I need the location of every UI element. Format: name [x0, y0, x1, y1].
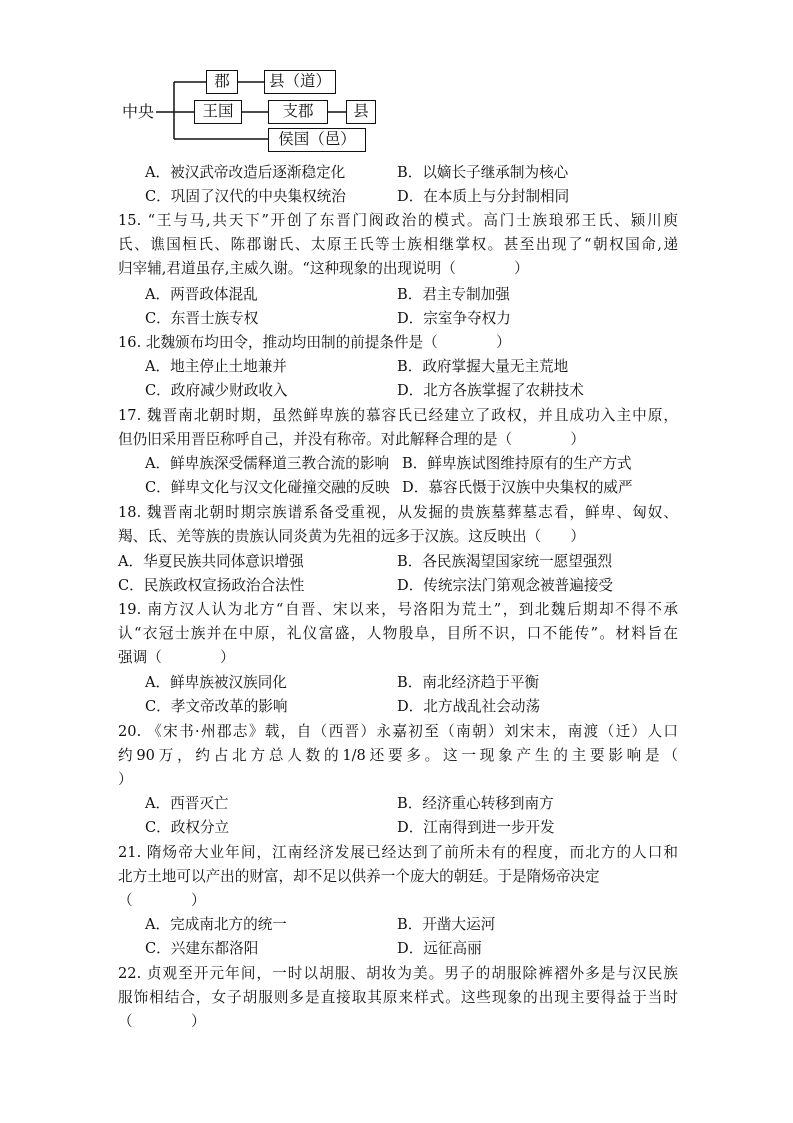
q16-option-a[interactable]: A．地主停止土地兼并 [145, 358, 287, 375]
q19-option-a[interactable]: A．鲜卑族被汉族同化 [145, 674, 287, 691]
administrative-structure-diagram [118, 64, 418, 160]
q20-option-d[interactable]: D．江南得到进一步开发 [397, 819, 555, 836]
q21-stem-line-2: 北方土地可以产出的财富，却不足以供养一个庞大的朝廷。于是隋炀帝决定 [118, 868, 600, 885]
q21-stem-line-3: （ ） [118, 892, 206, 909]
q17-stem-line-1: 17. 魏晋南北朝时期，虽然鲜卑族的慕容氏已经建立了政权，并且成功入主中原， [118, 407, 678, 424]
q21-option-c[interactable]: C．兴建东都洛阳 [145, 940, 259, 957]
q15-stem-line-3: 归宰辅,君道虽存,主威久谢。“这种现象的出现说明（ ） [118, 260, 529, 277]
diagram-box-houguo: 侯国（邑） [268, 128, 366, 152]
q16-option-c[interactable]: C．政府减少财政收入 [145, 382, 288, 399]
diagram-box-xian-dao: 县（道） [264, 70, 336, 94]
q17-option-b[interactable]: B．鲜卑族试图维持原有的生产方式 [402, 455, 632, 472]
q18-stem-line-2: 羯、氐、羌等族的贵族认同炎黄为先祖的远多于汉族。这反映出（ ） [118, 528, 586, 545]
q21-option-d[interactable]: D．远征高丽 [397, 940, 482, 957]
diagram-box-zhijun: 支郡 [268, 100, 328, 124]
q22-stem-line-3: （ ） [118, 1013, 206, 1030]
q16-option-b[interactable]: B．政府掌握大量无主荒地 [397, 358, 569, 375]
q17-option-d[interactable]: D．慕容氏慑于汉族中央集权的威严 [402, 479, 633, 496]
q18-stem-line-1: 18. 魏晋南北朝时期宗族谱系备受重视，从发掘的贵族墓葬墓志看，鲜卑、匈奴、 [118, 504, 678, 521]
q19-stem-line-3: 强调（ ） [118, 649, 235, 666]
q17-stem-line-2: 但仍旧采用晋臣称呼自己，并没有称帝。对此解释合理的是（ ） [118, 431, 586, 448]
q21-option-b[interactable]: B．开凿大运河 [397, 916, 496, 933]
q19-stem-line-1: 19. 南方汉人认为北方“自晋、宋以来，号洛阳为荒土”，到北魏后期却不得不承 [118, 601, 678, 618]
q18-option-b[interactable]: B．各民族渴望国家统一愿望强烈 [397, 553, 613, 570]
q18-option-d[interactable]: D．传统宗法门第观念被普遍接受 [397, 577, 614, 594]
q22-stem-line-1: 22. 贞观至开元年间，一时以胡服、胡妆为美。男子的胡服除裤褶外多是与汉民族 [118, 965, 678, 982]
q19-option-d[interactable]: D．北方战乱社会动荡 [397, 698, 541, 715]
q14-option-d[interactable]: D．在本质上与分封制相同 [397, 188, 570, 205]
diagram-box-jun: 郡 [206, 70, 238, 94]
q16-option-d[interactable]: D．北方各族掌握了农耕技术 [397, 382, 584, 399]
q16-stem-line-1: 16. 北魏颁布均田令，推动均田制的前提条件是（ ） [118, 334, 511, 351]
q14-option-b[interactable]: B．以嫡长子继承制为核心 [397, 164, 569, 181]
q15-option-b[interactable]: B．君主专制加强 [397, 286, 510, 303]
q14-option-c[interactable]: C．巩固了汉代的中央集权统治 [145, 188, 346, 205]
q19-option-c[interactable]: C．孝文帝改革的影响 [145, 698, 288, 715]
q15-option-a[interactable]: A．两晋政体混乱 [145, 286, 258, 303]
q15-stem-line-1: 15. “王与马,共天下”开创了东晋门阀政治的模式。高门士族琅邪王氏、颍川庾 [118, 212, 678, 229]
q20-stem-line-3: ） [118, 771, 133, 788]
diagram-center-label: 中央 [122, 102, 155, 121]
diagram-box-wangguo: 王国 [194, 100, 242, 124]
q22-stem-line-2: 服饰相结合，女子胡服则多是直接取其原来样式。这些现象的出现主要得益于当时 [118, 989, 678, 1006]
q18-option-a[interactable]: A．华夏民族共同体意识增强 [118, 553, 304, 570]
q19-option-b[interactable]: B．南北经济趋于平衡 [397, 674, 540, 691]
q20-option-c[interactable]: C．政权分立 [145, 819, 230, 836]
q18-option-c[interactable]: C．民族政权宣扬政治合法性 [118, 577, 305, 594]
q21-stem-line-1: 21. 隋炀帝大业年间，江南经济发展已经达到了前所未有的程度，而北方的人口和 [118, 844, 678, 861]
q20-option-a[interactable]: A．西晋灭亡 [145, 795, 229, 812]
q17-option-a[interactable]: A．鲜卑族深受儒释道三教合流的影响 [145, 455, 390, 472]
q21-option-a[interactable]: A．完成南北方的统一 [145, 916, 287, 933]
q15-stem-line-2: 氏、谯国桓氏、陈郡谢氏、太原王氏等士族相继掌权。甚至出现了“朝权国命,递 [118, 236, 678, 253]
q20-option-b[interactable]: B．经济重心转移到南方 [397, 795, 554, 812]
q15-option-c[interactable]: C．东晋士族专权 [145, 310, 259, 327]
q20-stem-line-1: 20. 《宋书·州郡志》载，自（西晋）永嘉初至（南朝）刘宋末，南渡（迁）人口 [118, 723, 678, 740]
q20-stem-line-2: 约90万，约占北方总人数的1/8还要多。这一现象产生的主要影响是（ [118, 747, 678, 764]
q14-option-a[interactable]: A．被汉武帝改造后逐渐稳定化 [145, 164, 346, 181]
diagram-box-xian: 县 [346, 100, 376, 124]
q15-option-d[interactable]: D．宗室争夺权力 [397, 310, 511, 327]
q19-stem-line-2: 认“衣冠士族并在中原，礼仪富盛，人物殷阜，目所不识，口不能传”。材料旨在 [118, 625, 678, 642]
q17-option-c[interactable]: C．鲜卑文化与汉文化碰撞交融的反映 [145, 479, 390, 496]
